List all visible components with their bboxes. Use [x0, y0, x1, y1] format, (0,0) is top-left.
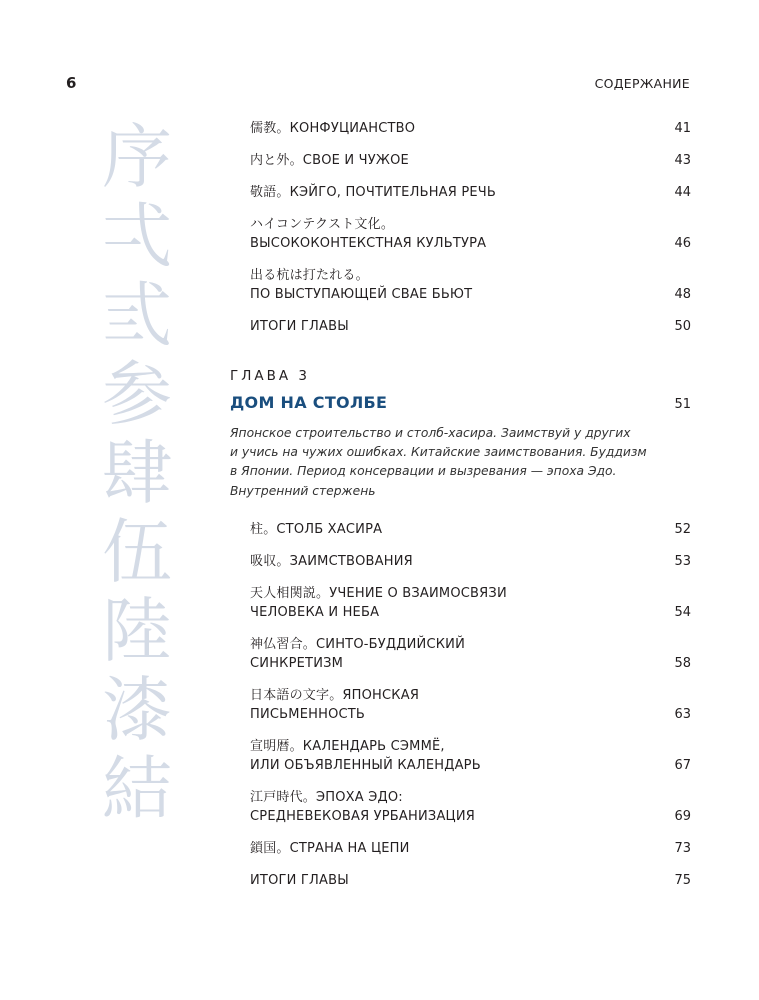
toc-entry-page: 46 — [674, 236, 691, 251]
toc-entry[interactable] — [230, 266, 691, 304]
toc-entry-page: 50 — [674, 319, 691, 334]
toc-entry[interactable] — [230, 215, 691, 253]
kanji-glyph: 弌 — [102, 195, 172, 277]
toc-entry-page: 69 — [674, 809, 691, 824]
toc-entry[interactable] — [230, 686, 691, 724]
toc-entry-page: 48 — [674, 287, 691, 302]
kanji-glyph: 肆 — [102, 432, 172, 514]
toc-entry-title: 天人相関説。УЧЕНИЕ О ВЗАИМОСВЯЗИ ЧЕЛОВЕКА И НЕБА — [250, 586, 507, 620]
kanji-glyph: 弎 — [102, 274, 172, 356]
chapter-page: 51 — [674, 397, 691, 412]
kanji-glyph: 伍 — [102, 511, 172, 593]
toc-entry-page: 52 — [674, 522, 691, 537]
toc-entry[interactable] — [230, 788, 691, 826]
toc-entry-page: 75 — [674, 873, 691, 888]
toc-entry-title: 鎖国。СТРАНА НА ЦЕПИ — [250, 841, 410, 856]
toc-entry-page: 43 — [674, 153, 691, 168]
kanji-glyph: 陸 — [102, 590, 172, 672]
toc-entry-title: 敬語。КЭЙГО, ПОЧТИТЕЛЬНАЯ РЕЧЬ — [250, 185, 497, 200]
kanji-glyph: 参 — [102, 353, 172, 435]
toc-entry[interactable] — [230, 584, 691, 622]
toc-entry[interactable] — [230, 839, 691, 858]
chapter-title-row[interactable] — [230, 393, 691, 414]
toc-entry[interactable] — [230, 871, 691, 890]
toc-entry-title: ИТОГИ ГЛАВЫ — [250, 873, 349, 888]
toc-entry-title: 日本語の文字。ЯПОНСКАЯ ПИСЬМЕННОСТЬ — [250, 688, 420, 722]
toc-entry[interactable] — [230, 151, 691, 170]
decorative-kanji-column — [96, 118, 178, 829]
toc-entry-title: 出る杭は打たれる。 ПО ВЫСТУПАЮЩЕЙ СВАЕ БЬЮТ — [250, 268, 473, 302]
toc-entry-page: 73 — [674, 841, 691, 856]
toc-entry-title: 神仏習合。СИНТО-БУДДИЙСКИЙ СИНКРЕТИЗМ — [250, 637, 465, 671]
toc-entry-page: 41 — [674, 121, 691, 136]
toc-entry-page: 54 — [674, 605, 691, 620]
toc-entry[interactable] — [230, 119, 691, 138]
kanji-glyph: 結 — [102, 748, 172, 830]
toc-entry-page: 53 — [674, 554, 691, 569]
toc-entry-page: 58 — [674, 656, 691, 671]
toc-entry[interactable] — [230, 520, 691, 539]
toc-entry-title: 吸収。ЗАИМСТВОВАНИЯ — [250, 554, 413, 569]
toc-entry-page: 63 — [674, 707, 691, 722]
running-header: СОДЕРЖАНИЕ — [594, 76, 690, 91]
chapter-title: ДОМ НА СТОЛБЕ — [230, 393, 388, 412]
toc-entry-title: ИТОГИ ГЛАВЫ — [250, 319, 349, 334]
toc-entry[interactable] — [230, 635, 691, 673]
toc-entry-title: 儒教。КОНФУЦИАНСТВО — [250, 121, 416, 136]
kanji-glyph: 序 — [102, 116, 172, 198]
toc-entry[interactable] — [230, 183, 691, 202]
toc-entry-page: 67 — [674, 758, 691, 773]
chapter-description: Японское строительство и столб-хасира. Заимствуй у других и учись на чужих ошибках. Китайские заимствования. Буддизм в Японии. Период консервации и вызревания — эпоха Эдо. Внутренний стержень — [230, 426, 647, 498]
page-number: 6 — [66, 74, 77, 92]
toc-entry-page: 44 — [674, 185, 691, 200]
toc-entry[interactable] — [230, 737, 691, 775]
toc-entry-title: 宣明暦。КАЛЕНДАРЬ СЭММЁ, ИЛИ ОБЪЯВЛЕННЫЙ КАЛЕНДАРЬ — [250, 739, 481, 773]
toc-entry[interactable] — [230, 317, 691, 336]
toc-entry-title: ハイコンテクスト文化。 ВЫСОКОКОНТЕКСТНАЯ КУЛЬТУРА — [250, 217, 487, 251]
kanji-glyph: 漆 — [102, 669, 172, 751]
toc-entry-title: 内と外。СВОЕ И ЧУЖОЕ — [250, 153, 409, 168]
toc-entry-title: 江戸時代。ЭПОХА ЭДО: СРЕДНЕВЕКОВАЯ УРБАНИЗАЦИЯ — [250, 790, 475, 824]
toc-entry-title: 柱。СТОЛБ ХАСИРА — [250, 522, 383, 537]
toc-entry[interactable] — [230, 552, 691, 571]
chapter-label: ГЛАВА 3 — [230, 368, 310, 384]
